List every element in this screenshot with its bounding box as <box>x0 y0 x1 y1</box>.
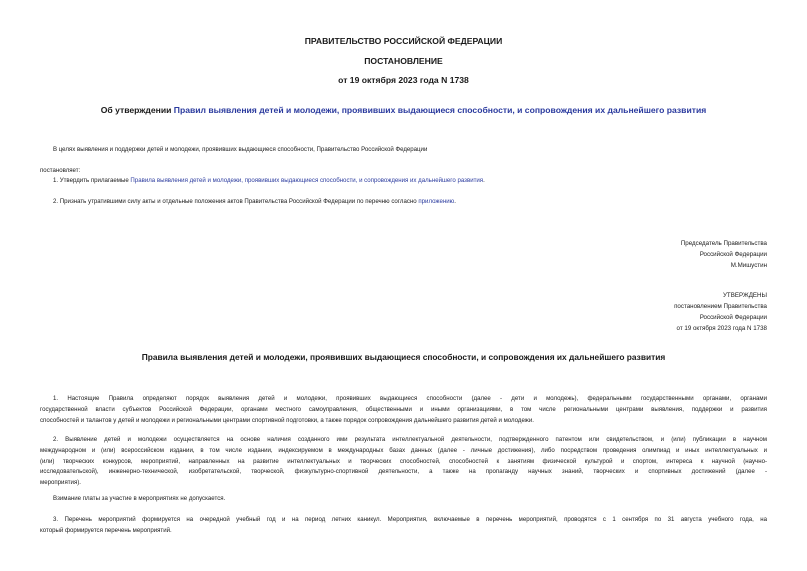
doc-type-heading: ПОСТАНОВЛЕНИЕ <box>364 56 443 66</box>
approved-date: от 19 октября 2023 года N 1738 <box>676 325 767 332</box>
item-1 <box>53 177 485 184</box>
item-2-prefix: 2. Признать утратившими силу акты и отдельные положения актов Правительства Российской Федерации по перечню согласно <box>53 198 419 205</box>
paragraph-line: который формируется перечень мероприятий. <box>40 526 172 534</box>
preamble-resolves: постановляет: <box>40 167 81 174</box>
preamble-text: В целях выявления и поддержки детей и молодежи, проявивших выдающиеся способности, Правительство Российской Федерации <box>53 146 428 153</box>
signature-position: Председатель Правительства <box>680 240 767 247</box>
rules-paragraph-2 <box>40 435 767 489</box>
rules-link[interactable]: Правила выявления детей и молодежи, проявивших выдающиеся способности, и сопровождения их дальнейшего развития <box>130 177 484 184</box>
rules-paragraph-3 <box>40 515 767 537</box>
paragraph-line: 1. Настоящие Правила определяют порядок выявления детей и молодежи, проявивших выдающиеся способности (далее - дети и молодежь), федеральными государственными органами, органами <box>53 395 767 402</box>
signature-country: Российской Федерации <box>699 251 767 258</box>
paragraph-line: международном и (или) всероссийском издании, в том числе издании, индексируемом в международных базах данных (далее - личные достижения), либо посредством проведения олимпиад и иных интеллектуальных и <box>40 446 767 454</box>
approved-by: постановлением Правительства <box>674 303 767 310</box>
org-heading: ПРАВИТЕЛЬСТВО РОССИЙСКОЙ ФЕДЕРАЦИИ <box>304 36 503 46</box>
paragraph-line: мероприятия). <box>40 479 81 487</box>
decree-title-link[interactable]: Правил выявления детей и молодежи, проявивших выдающиеся способности, и сопровождения их дальнейшего развития <box>173 105 707 115</box>
date-number: от 19 октября 2023 года N 1738 <box>338 75 469 85</box>
paragraph-line: (или) творческих конкурсов, мероприятий, направленных на развитие интеллектуальных и творческих способностей, способностей к занятиям физической культурой и спортом, интереса к научной (научно- <box>40 457 767 465</box>
approved-country: Российской Федерации <box>699 314 767 321</box>
item-1-prefix: 1. Утвердить прилагаемые <box>53 177 131 184</box>
signature-name: М.Мишустин <box>730 262 767 269</box>
approved-block <box>674 290 767 334</box>
paragraph-line: способностей и талантов у детей и молодежи и региональными центрами спортивной подготовки, а также порядок сопровождения дальнейшего развития детей и молодежи. <box>40 416 534 424</box>
signature-block <box>681 238 767 271</box>
decree-title <box>0 105 807 115</box>
item-1-suffix: . <box>483 177 485 184</box>
rules-fee-paragraph: Взимание платы за участие в мероприятиях не допускается. <box>53 495 226 502</box>
appendix-link[interactable]: приложению <box>418 198 455 205</box>
paragraph-line: государственной власти субъектов Российской Федерации, органами местного самоуправления, общественными и иными организациями, в том числе региональными центрами выявления, поддержки и развития <box>40 405 767 413</box>
rules-paragraph-1 <box>40 394 767 426</box>
rules-title: Правила выявления детей и молодежи, проявивших выдающиеся способности, и сопровождения их дальнейшего развития <box>141 352 666 362</box>
approved-label: УТВЕРЖДЕНЫ <box>723 292 767 299</box>
decree-title-prefix: Об утверждении <box>100 105 174 115</box>
paragraph-line: 2. Выявление детей и молодежи осуществляется на основе наличия созданного ими результата интеллектуальной деятельности, подтвержденного патентом или свидетельством, и (или) публикации в научном <box>53 436 767 443</box>
item-2-suffix: . <box>454 198 456 205</box>
paragraph-line: исследовательской), инженерно-технической, изобретательской, творческой, физкультурно-спортивной деятельности, а также на пропаганду научных знаний, творческих и спортивных достижений (далее - <box>40 468 767 476</box>
paragraph-line: 3. Перечень мероприятий формируется на очередной учебный год и на период летних каникул. Мероприятия, включаемые в перечень мероприятий, проводятся с 1 сентября по 31 августа учебного года, на <box>53 516 767 523</box>
item-2 <box>53 198 456 205</box>
